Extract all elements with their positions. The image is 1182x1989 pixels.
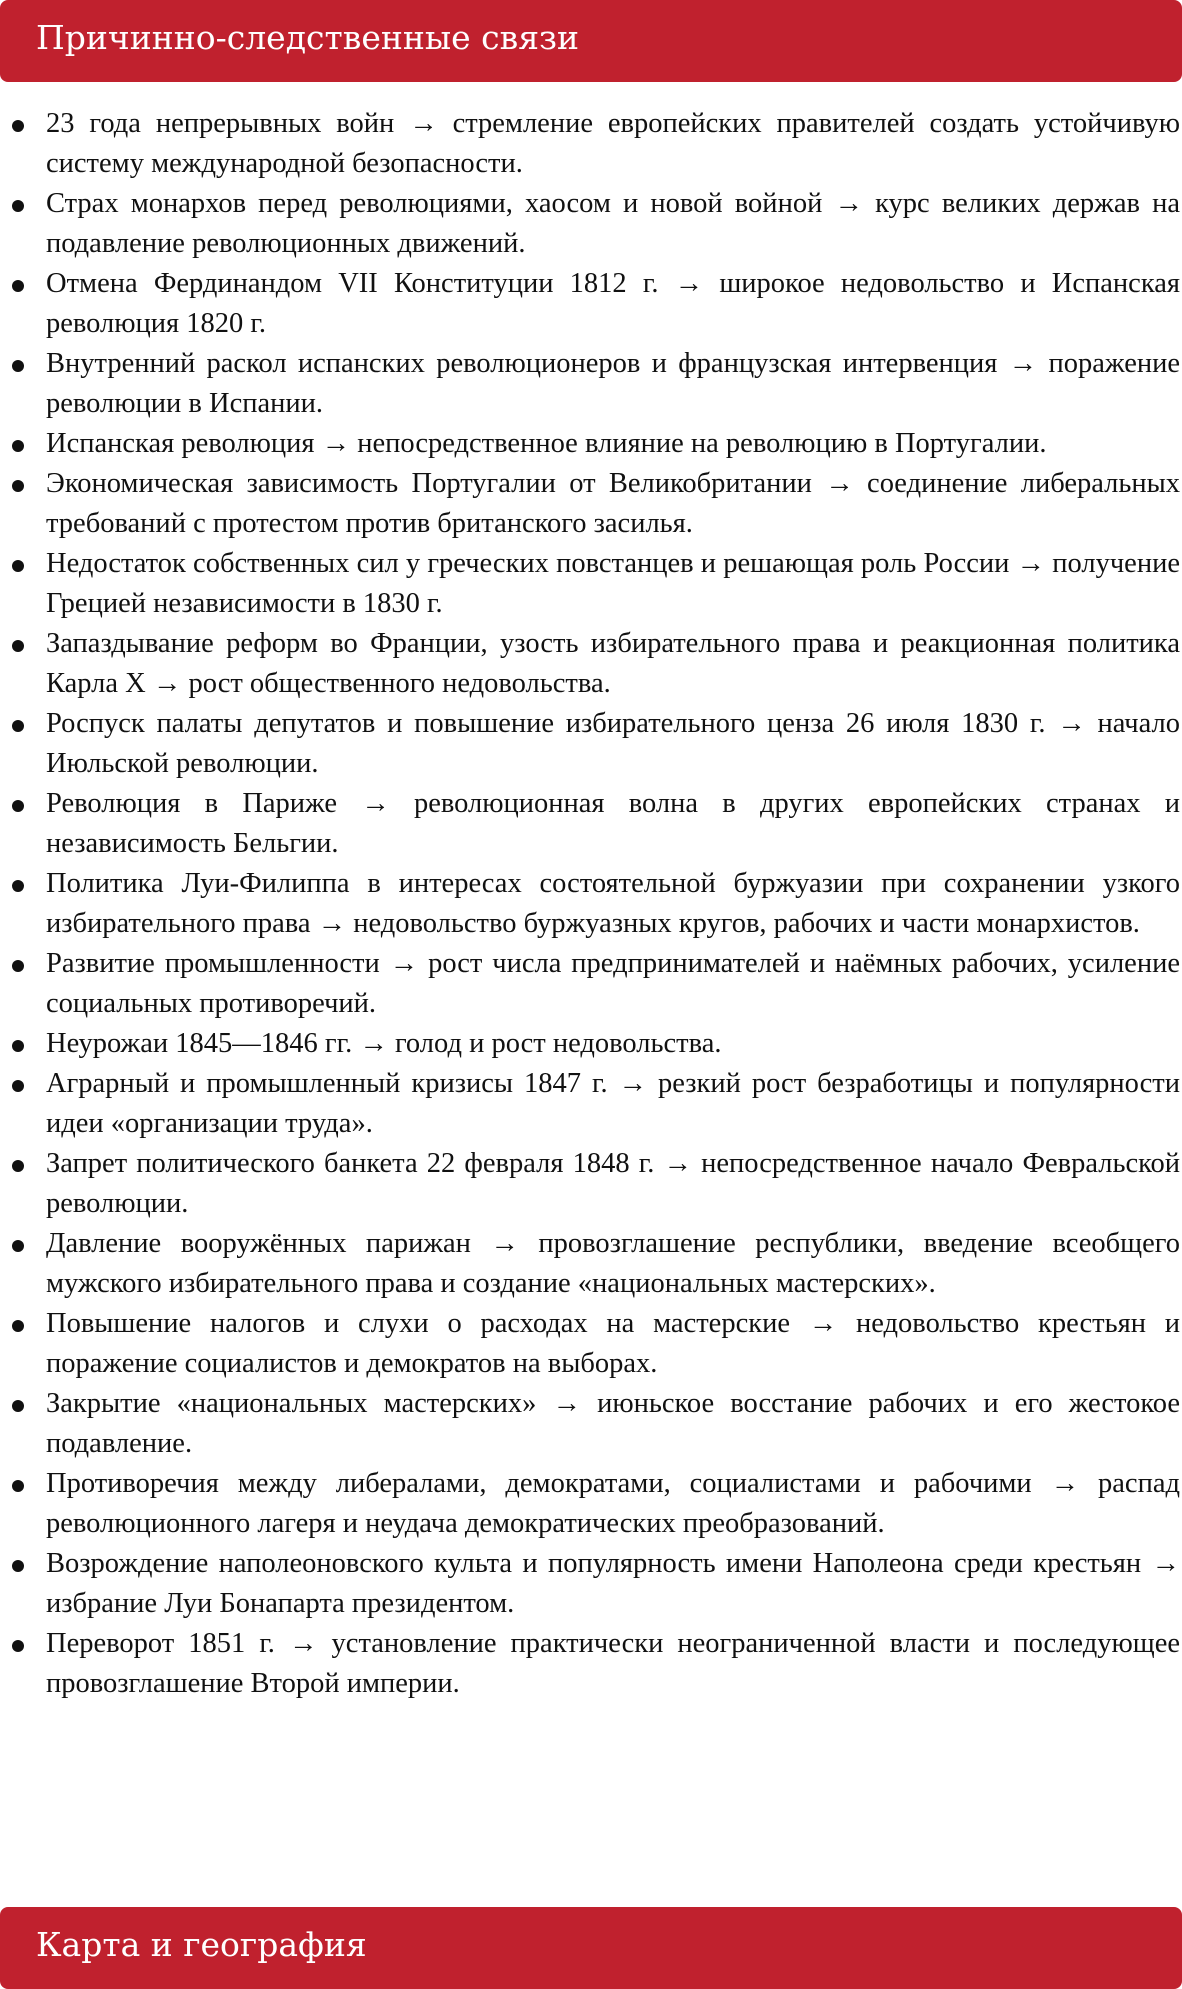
list-item <box>0 344 1182 424</box>
bullet-icon <box>12 200 24 212</box>
bullet-icon <box>12 640 24 652</box>
list-item-text: Закрытие «национальных мастерских» → июньское восстание рабочих и его жестокое подавление. <box>46 1388 1180 1459</box>
list-item <box>0 1624 1182 1704</box>
list-item <box>0 464 1182 544</box>
cause-effect-list <box>0 104 1182 1704</box>
list-item <box>0 264 1182 344</box>
bullet-icon <box>12 1640 24 1652</box>
list-item <box>0 944 1182 1024</box>
cause-effect-content <box>0 104 1182 1704</box>
list-item-text: Страх монархов перед революциями, хаосом и новой войной → курс великих держав на подавление революционных движений. <box>46 188 1180 259</box>
bullet-icon <box>12 480 24 492</box>
list-item-text: Роспуск палаты депутатов и повышение избирательного ценза 26 июля 1830 г. → начало Июльской революции. <box>46 708 1180 779</box>
list-item-text: Недостаток собственных сил у греческих повстанцев и решающая роль России → получение Грецией независимости в 1830 г. <box>46 548 1180 619</box>
bullet-icon <box>12 1320 24 1332</box>
list-item <box>0 1544 1182 1624</box>
section-header-map-geography <box>0 1907 1182 1989</box>
list-item <box>0 1384 1182 1464</box>
list-item <box>0 864 1182 944</box>
list-item <box>0 784 1182 864</box>
bullet-icon <box>12 440 24 452</box>
bullet-icon <box>12 720 24 732</box>
list-item-text: Революция в Париже → революционная волна в других европейских странах и независимость Бельгии. <box>46 788 1180 859</box>
list-item-text: Экономическая зависимость Португалии от Великобритании → соединение либеральных требований с протестом против британского засилья. <box>46 468 1180 539</box>
list-item-text: Противоречия между либералами, демократами, социалистами и рабочими → распад революционного лагеря и неудача демократических преобразований. <box>46 1468 1180 1539</box>
list-item-text: 23 года непрерывных войн → стремление европейских правителей создать устойчивую систему международной безопасности. <box>46 108 1180 179</box>
list-item <box>0 184 1182 264</box>
list-item-text: Запрет политического банкета 22 февраля 1848 г. → непосредственное начало Февральской революции. <box>46 1148 1180 1219</box>
list-item-text: Внутренний раскол испанских революционеров и французская интервенция → поражение революции в Испании. <box>46 348 1180 419</box>
list-item <box>0 1064 1182 1144</box>
list-item <box>0 1024 1182 1064</box>
bullet-icon <box>12 1480 24 1492</box>
bullet-icon <box>12 560 24 572</box>
list-item <box>0 1224 1182 1304</box>
bullet-icon <box>12 1160 24 1172</box>
bullet-icon <box>12 1040 24 1052</box>
list-item-text: Переворот 1851 г. → установление практически неограниченной власти и последующее провозглашение Второй империи. <box>46 1628 1180 1699</box>
list-item-text: Давление вооружённых парижан → провозглашение республики, введение всеобщего мужского избирательного права и создание «национальных мастерских». <box>46 1228 1180 1299</box>
section-header-cause-effect <box>0 0 1182 82</box>
bullet-icon <box>12 800 24 812</box>
bullet-icon <box>12 1560 24 1572</box>
section-title: Причинно-следственные связи <box>36 18 580 57</box>
list-item <box>0 1464 1182 1544</box>
list-item-text: Запаздывание реформ во Франции, узость избирательного права и реакционная политика Карла X → рост общественного недовольства. <box>46 628 1180 699</box>
bullet-icon <box>12 360 24 372</box>
list-item <box>0 544 1182 624</box>
list-item <box>0 1304 1182 1384</box>
bullet-icon <box>12 960 24 972</box>
list-item-text: Аграрный и промышленный кризисы 1847 г. → резкий рост безработицы и популярности идеи «организации труда». <box>46 1068 1180 1139</box>
list-item <box>0 104 1182 184</box>
bullet-icon <box>12 880 24 892</box>
list-item <box>0 424 1182 464</box>
list-item <box>0 624 1182 704</box>
bullet-icon <box>12 1080 24 1092</box>
bullet-icon <box>12 280 24 292</box>
list-item-text: Повышение налогов и слухи о расходах на мастерские → недовольство крестьян и поражение социалистов и демократов на выборах. <box>46 1308 1180 1379</box>
list-item <box>0 704 1182 784</box>
list-item-text: Возрождение наполеоновского культа и популярность имени Наполеона среди крестьян → избрание Луи Бонапарта президентом. <box>46 1548 1180 1619</box>
list-item-text: Отмена Фердинандом VII Конституции 1812 г. → широкое недовольство и Испанская революция 1820 г. <box>46 268 1180 339</box>
bullet-icon <box>12 1240 24 1252</box>
list-item-text: Развитие промышленности → рост числа предпринимателей и наёмных рабочих, усиление социальных противоречий. <box>46 948 1180 1019</box>
list-item-text: Неурожаи 1845—1846 гг. → голод и рост недовольства. <box>46 1028 722 1059</box>
list-item-text: Политика Луи-Филиппа в интересах состоятельной буржуазии при сохранении узкого избирательного права → недовольство буржуазных кругов, рабочих и части монархистов. <box>46 868 1180 939</box>
list-item-text: Испанская революция → непосредственное влияние на революцию в Португалии. <box>46 428 1047 459</box>
bullet-icon <box>12 120 24 132</box>
list-item <box>0 1144 1182 1224</box>
section-title: Карта и география <box>36 1925 367 1964</box>
bullet-icon <box>12 1400 24 1412</box>
